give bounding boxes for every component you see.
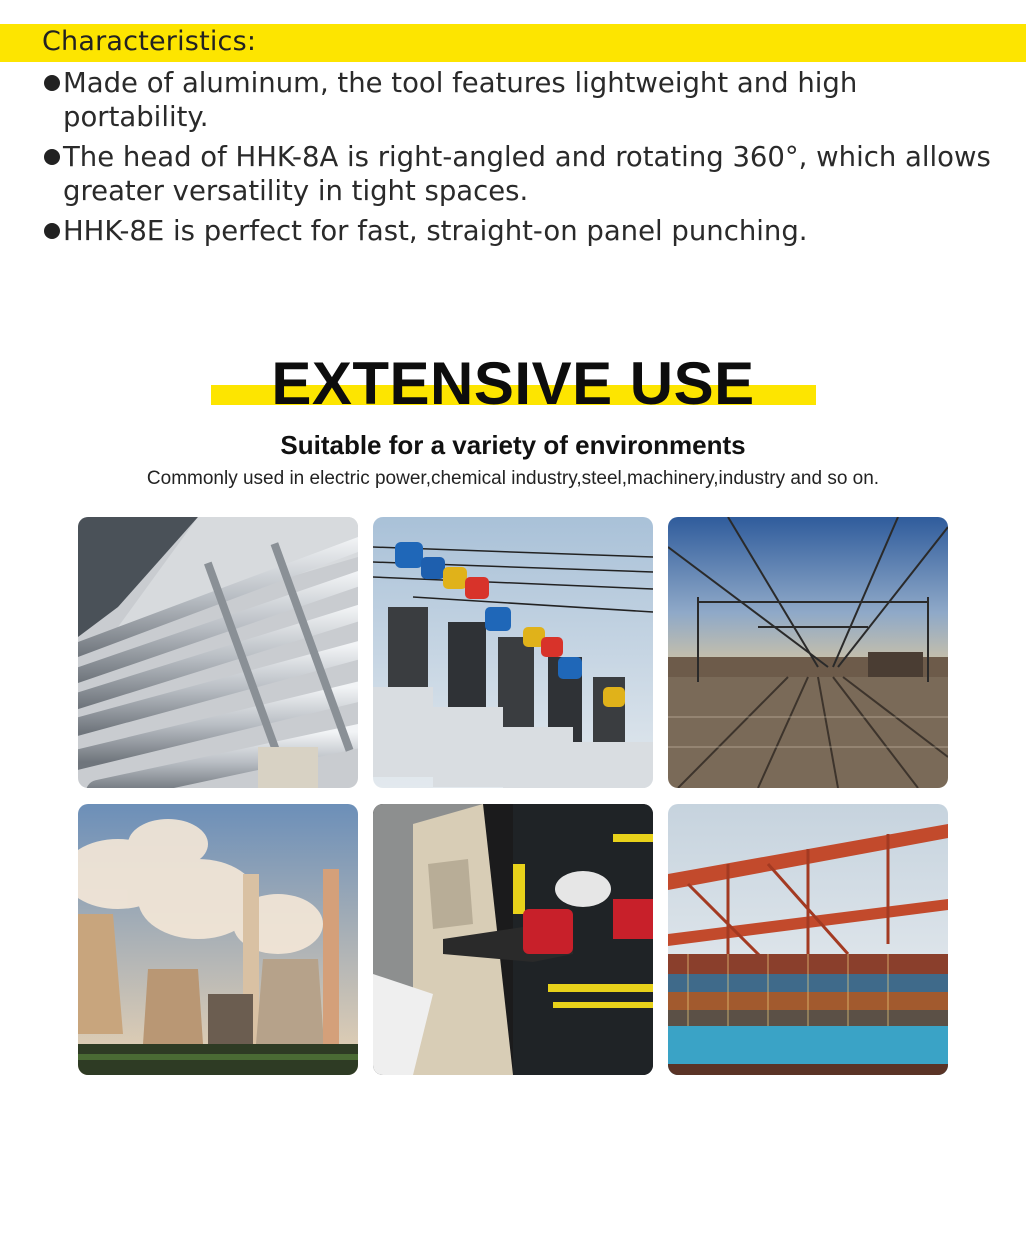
characteristic-text: Made of aluminum, the tool features lightweight and high portability.: [63, 67, 858, 133]
characteristic-item: [44, 140, 1004, 208]
extensive-use-subtitle: Suitable for a variety of environments: [280, 430, 746, 460]
substation-insulators-photo: [373, 517, 653, 788]
container-port-photo: [668, 804, 948, 1075]
rescue-cutter-photo: [373, 804, 653, 1075]
cooling-towers-photo: [78, 804, 358, 1075]
characteristics-heading: Characteristics:: [42, 26, 257, 57]
characteristic-text: The head of HHK-8A is right-angled and rotating 360°, which allows greater versatility in tight spaces.: [63, 141, 991, 207]
characteristic-item: [44, 214, 1004, 248]
characteristic-item: [44, 66, 1004, 134]
extensive-use-description: Commonly used in electric power,chemical industry,steel,machinery,industry and so on.: [146, 468, 880, 489]
extensive-use-title: EXTENSIVE USE: [271, 350, 755, 417]
characteristic-text: HHK-8E is perfect for fast, straight-on panel punching.: [63, 215, 808, 247]
bullet-icon: [44, 149, 60, 165]
bullet-icon: [44, 75, 60, 91]
characteristics-list: [44, 66, 1004, 254]
railway-tracks-photo: [668, 517, 948, 788]
pipes-photo: [78, 517, 358, 788]
bullet-icon: [44, 223, 60, 239]
